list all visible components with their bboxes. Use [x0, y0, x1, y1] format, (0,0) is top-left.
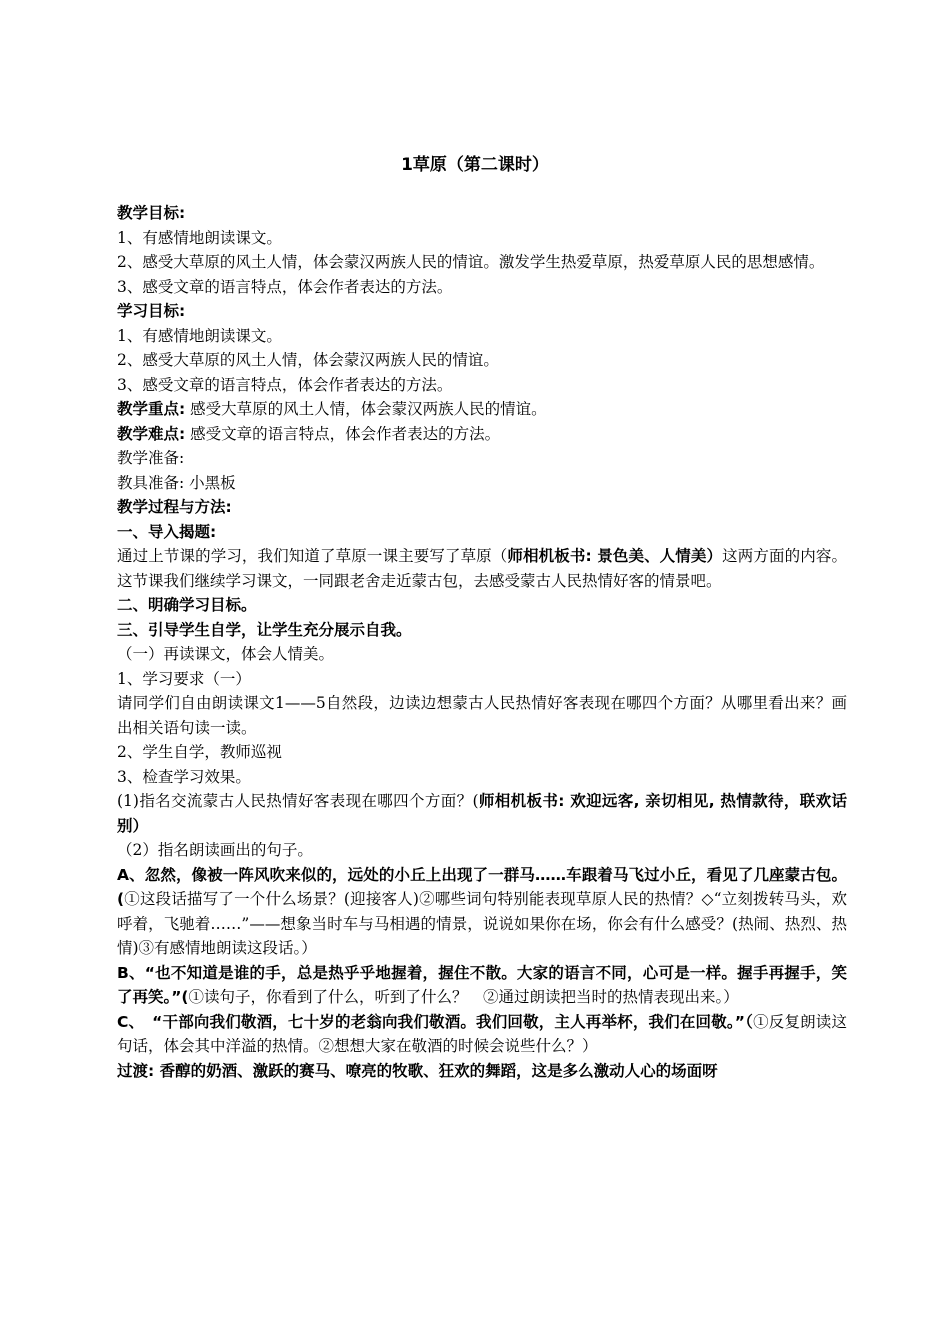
- document-body: [117, 201, 847, 1083]
- key-point-label: 教学重点:: [117, 400, 186, 418]
- passage-c-quote: C、 “干部向我们敬酒，七十岁的老翁向我们敬酒。我们回敬，主人再举杯，我们在回敬。”（: [117, 1012, 754, 1031]
- step-3: 3、检查学习效果。: [117, 767, 251, 786]
- teaching-goal-item: 2、感受大草原的风土人情，体会蒙汉两族人民的情谊。激发学生热爱草原，热爱草原人民的思想感情。: [117, 253, 825, 271]
- key-point: [117, 397, 847, 422]
- step-2: 2、学生自学，教师巡视: [117, 743, 282, 761]
- requirement-title: 1、学习要求（一）: [117, 669, 251, 688]
- difficult-point-text: 感受文章的语言特点，体会作者表达的方法。: [190, 424, 501, 443]
- check-1: [117, 789, 847, 838]
- passage-a: [117, 863, 847, 961]
- sub-section-1: （一）再读课文，体会人情美。: [117, 645, 335, 663]
- transition: 过渡: 香醇的奶酒、激跃的赛马、嘹亮的牧歌、狂欢的舞蹈，这是多么激动人心的场面呀: [117, 1061, 718, 1080]
- passage-b-notes: ①读句子，你看到了什么，听到了什么？ ②通过朗读把当时的热情表现出来。）: [188, 988, 739, 1006]
- passage-b-quote: B、“也不知道是谁的手，总是热乎乎地握着，握住不散。大家的语言不同，心可是一样。握手再握手，笑了再笑。”(: [117, 963, 847, 1006]
- process-heading: 教学过程与方法:: [117, 498, 232, 516]
- key-point-text: 感受大草原的风土人情，体会蒙汉两族人民的情谊。: [190, 400, 547, 418]
- requirement-text: 请同学们自由朗读课文1——5自然段，边读边想蒙古人民热情好客表现在哪四个方面？从哪里看出来？画出相关语句读一读。: [117, 694, 847, 737]
- learning-goals-heading: 学习目标:: [117, 302, 186, 320]
- teaching-goal-item: 1、有感情地朗读课文。: [117, 228, 282, 247]
- page-title: 1草原（第二课时）: [401, 155, 549, 175]
- difficult-point: [117, 422, 847, 447]
- teaching-goals-heading: 教学目标:: [117, 204, 186, 222]
- board-note: 师相机板书: 欢迎远客, 亲切相见, 热情款待，联欢话别）: [117, 792, 847, 835]
- learning-goal-item: 2、感受大草原的风土人情，体会蒙汉两族人民的情谊。: [117, 351, 499, 369]
- section-2-heading: 二、明确学习目标。: [117, 596, 257, 614]
- difficult-point-label: 教学难点:: [117, 424, 186, 443]
- teaching-tools: 教具准备: 小黑板: [117, 473, 236, 492]
- section-3-heading: 三、引导学生自学，让学生充分展示自我。: [117, 620, 412, 639]
- passage-c-notes: ①反复朗读这句话，体会其中洋溢的热情。②想想大家在敬酒的时候会说些什么？）: [117, 1012, 847, 1055]
- section-1-text-a: 通过上节课的学习，我们知道了草原一课主要写了草原（: [117, 547, 508, 565]
- check-1-text: (1)指名交流蒙古人民热情好客表现在哪四个方面？(: [117, 792, 479, 810]
- passage-c: [117, 1010, 847, 1059]
- teaching-goal-item: 3、感受文章的语言特点，体会作者表达的方法。: [117, 277, 453, 296]
- passage-b: [117, 961, 847, 1010]
- passage-a-quote: A、忽然，像被一阵风吹来似的，远处的小丘上出现了一群马……车跟着马飞过小丘，看见了几座蒙古包。(: [117, 865, 847, 908]
- teaching-prep: 教学准备:: [117, 449, 185, 467]
- section-1-text-c: 这两方面的内容。这节课我们继续学习课文，一同跟老舍走近蒙古包，去感受蒙古人民热情好客的情景吧。: [117, 547, 847, 590]
- learning-goal-item: 3、感受文章的语言特点，体会作者表达的方法。: [117, 375, 453, 394]
- section-1-heading: 一、导入揭题:: [117, 522, 217, 541]
- board-note: 师相机板书: 景色美、人情美）: [507, 547, 723, 565]
- passage-a-notes: ①这段话描写了一个什么场景？(迎接客人)②哪些词句特别能表现草原人民的热情？◇“立刻拨转马头，欢呼着，飞驰着……”——想象当时车与马相遇的情景，说说如果你在场，你会有什么感受？(热闹、热烈、热情)③有感情地朗读这段话。）: [117, 890, 847, 957]
- check-2: （2）指名朗读画出的句子。: [117, 841, 313, 859]
- section-1-text: [117, 544, 847, 593]
- learning-goal-item: 1、有感情地朗读课文。: [117, 326, 282, 345]
